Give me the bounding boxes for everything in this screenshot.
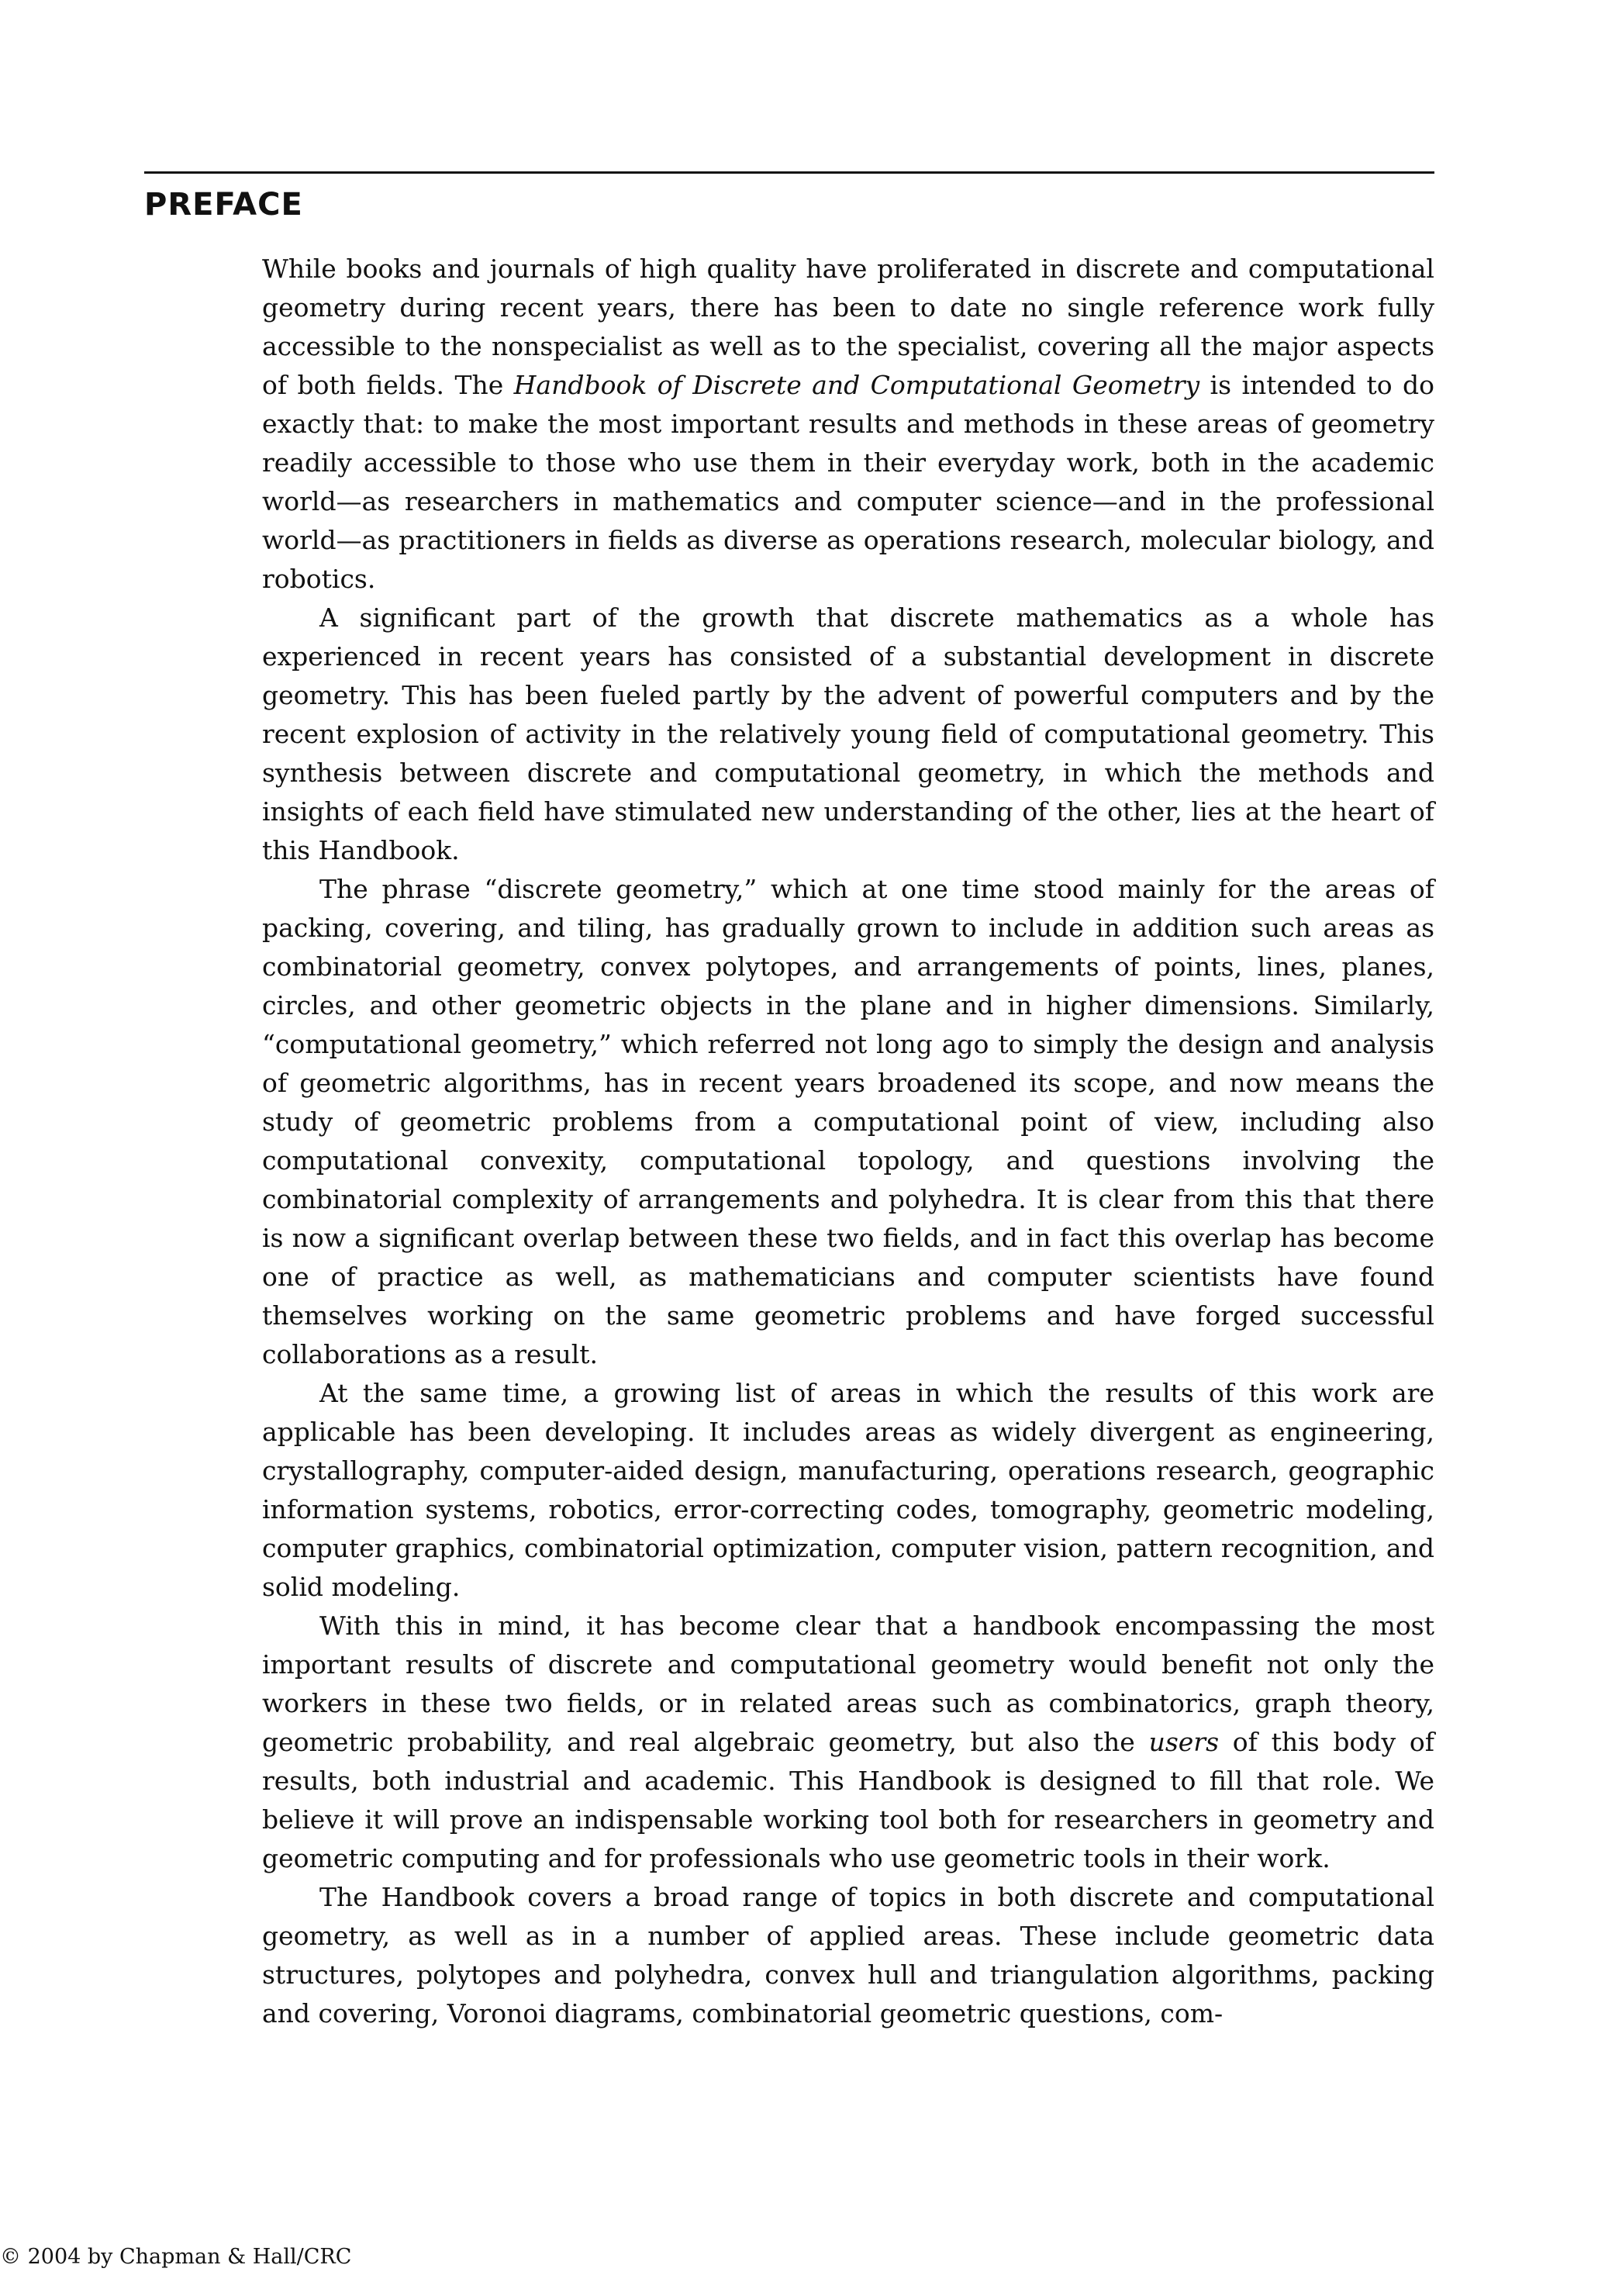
heading-rule bbox=[144, 171, 1434, 174]
paragraph-3: The phrase “discrete geometry,” which at one time stood mainly for the areas of packing, covering, and tiling, has gradually grown to include in addition such areas as combinatorial geometry, convex polytopes, and arrangements of points, lines, planes, circles, and other geometric objects in the plane and in higher dimensions. Similarly, “computational geometry,” which referred not long ago to simply the design and analysis of geometric algorithms, has in recent years broadened its scope, and now means the study of geometric problems from a computational point of view, including also computational convexity, computational topology, and questions involving the combinatorial complexity of arrangements and polyhedra. It is clear from this that there is now a significant overlap between these two fields, and in fact this overlap has become one of practice as well, as mathematicians and computer scientists have found themselves working on the same geometric problems and have forged successful collaborations as a result. bbox=[262, 874, 1434, 1369]
paragraph-1 bbox=[262, 250, 1434, 599]
paragraph-6: The Handbook covers a broad range of topics in both discrete and computational geometry, as well as in a number of applied areas. These include geometric data structures, polytopes and polyhedra, convex hull and triangulation algorithms, packing and covering, Voronoi diagrams, combinatorial geometric questions, com- bbox=[262, 1882, 1434, 2028]
paragraph-1-text-b: is intended to do exactly that: to make the most important results and methods in these areas of geometry readily accessible to those who use them in their everyday work, both in the academic world—as researchers in mathematics and computer science—and in the professional world—as practitioners in fields as diverse as operations research, molecular biology, and robotics. bbox=[262, 370, 1435, 594]
preface-body bbox=[262, 250, 1434, 2033]
paragraph-4: At the same time, a growing list of areas in which the results of this work are applicable has been developing. It includes areas as widely divergent as engineering, crystallography, computer-aided design, manufacturing, operations research, geographic information systems, robotics, error-correcting codes, tomography, geometric modeling, computer graphics, combinatorial optimization, computer vision, pattern recognition, and solid modeling. bbox=[262, 1378, 1434, 1602]
paragraph-5-text-a: With this in mind, it has become clear that a handbook encompassing the most important results of discrete and computational geometry would benefit not only the workers in these two fields, or in related areas such as combinatorics, graph theory, geometric probability, and real algebraic geometry, but also the bbox=[262, 1611, 1434, 1757]
paragraph-1-text-a: While books and journals of high quality have proliferated in discrete and computational geometry during recent years, there has been to date no single reference work fully accessible to the nonspecialist as well as to the specialist, covering all the major aspects of both fields. The bbox=[262, 254, 1434, 400]
book-title-emphasis: Handbook of Discrete and Computational Geometry bbox=[513, 370, 1200, 400]
section-heading: PREFACE bbox=[144, 187, 303, 223]
copyright-footer: © 2004 by Chapman & Hall/CRC bbox=[0, 2245, 352, 2269]
paragraph-5 bbox=[262, 1607, 1434, 1878]
paragraph-2: A significant part of the growth that discrete mathematics as a whole has experienced in recent years has consisted of a substantial development in discrete geometry. This has been fueled partly by the advent of powerful computers and by the recent explosion of activity in the relatively young field of computational geometry. This synthesis between discrete and computational geometry, in which the methods and insights of each field have stimulated new understanding of the other, lies at the heart of this Handbook. bbox=[262, 602, 1434, 865]
users-emphasis: users bbox=[1148, 1727, 1220, 1757]
paragraph-5-text-b: of this body of results, both industrial and academic. This Handbook is designed to fill that role. We believe it will prove an indispensable working tool both for researchers in geometry and geometric computing and for professionals who use geometric tools in their work. bbox=[262, 1727, 1434, 1873]
